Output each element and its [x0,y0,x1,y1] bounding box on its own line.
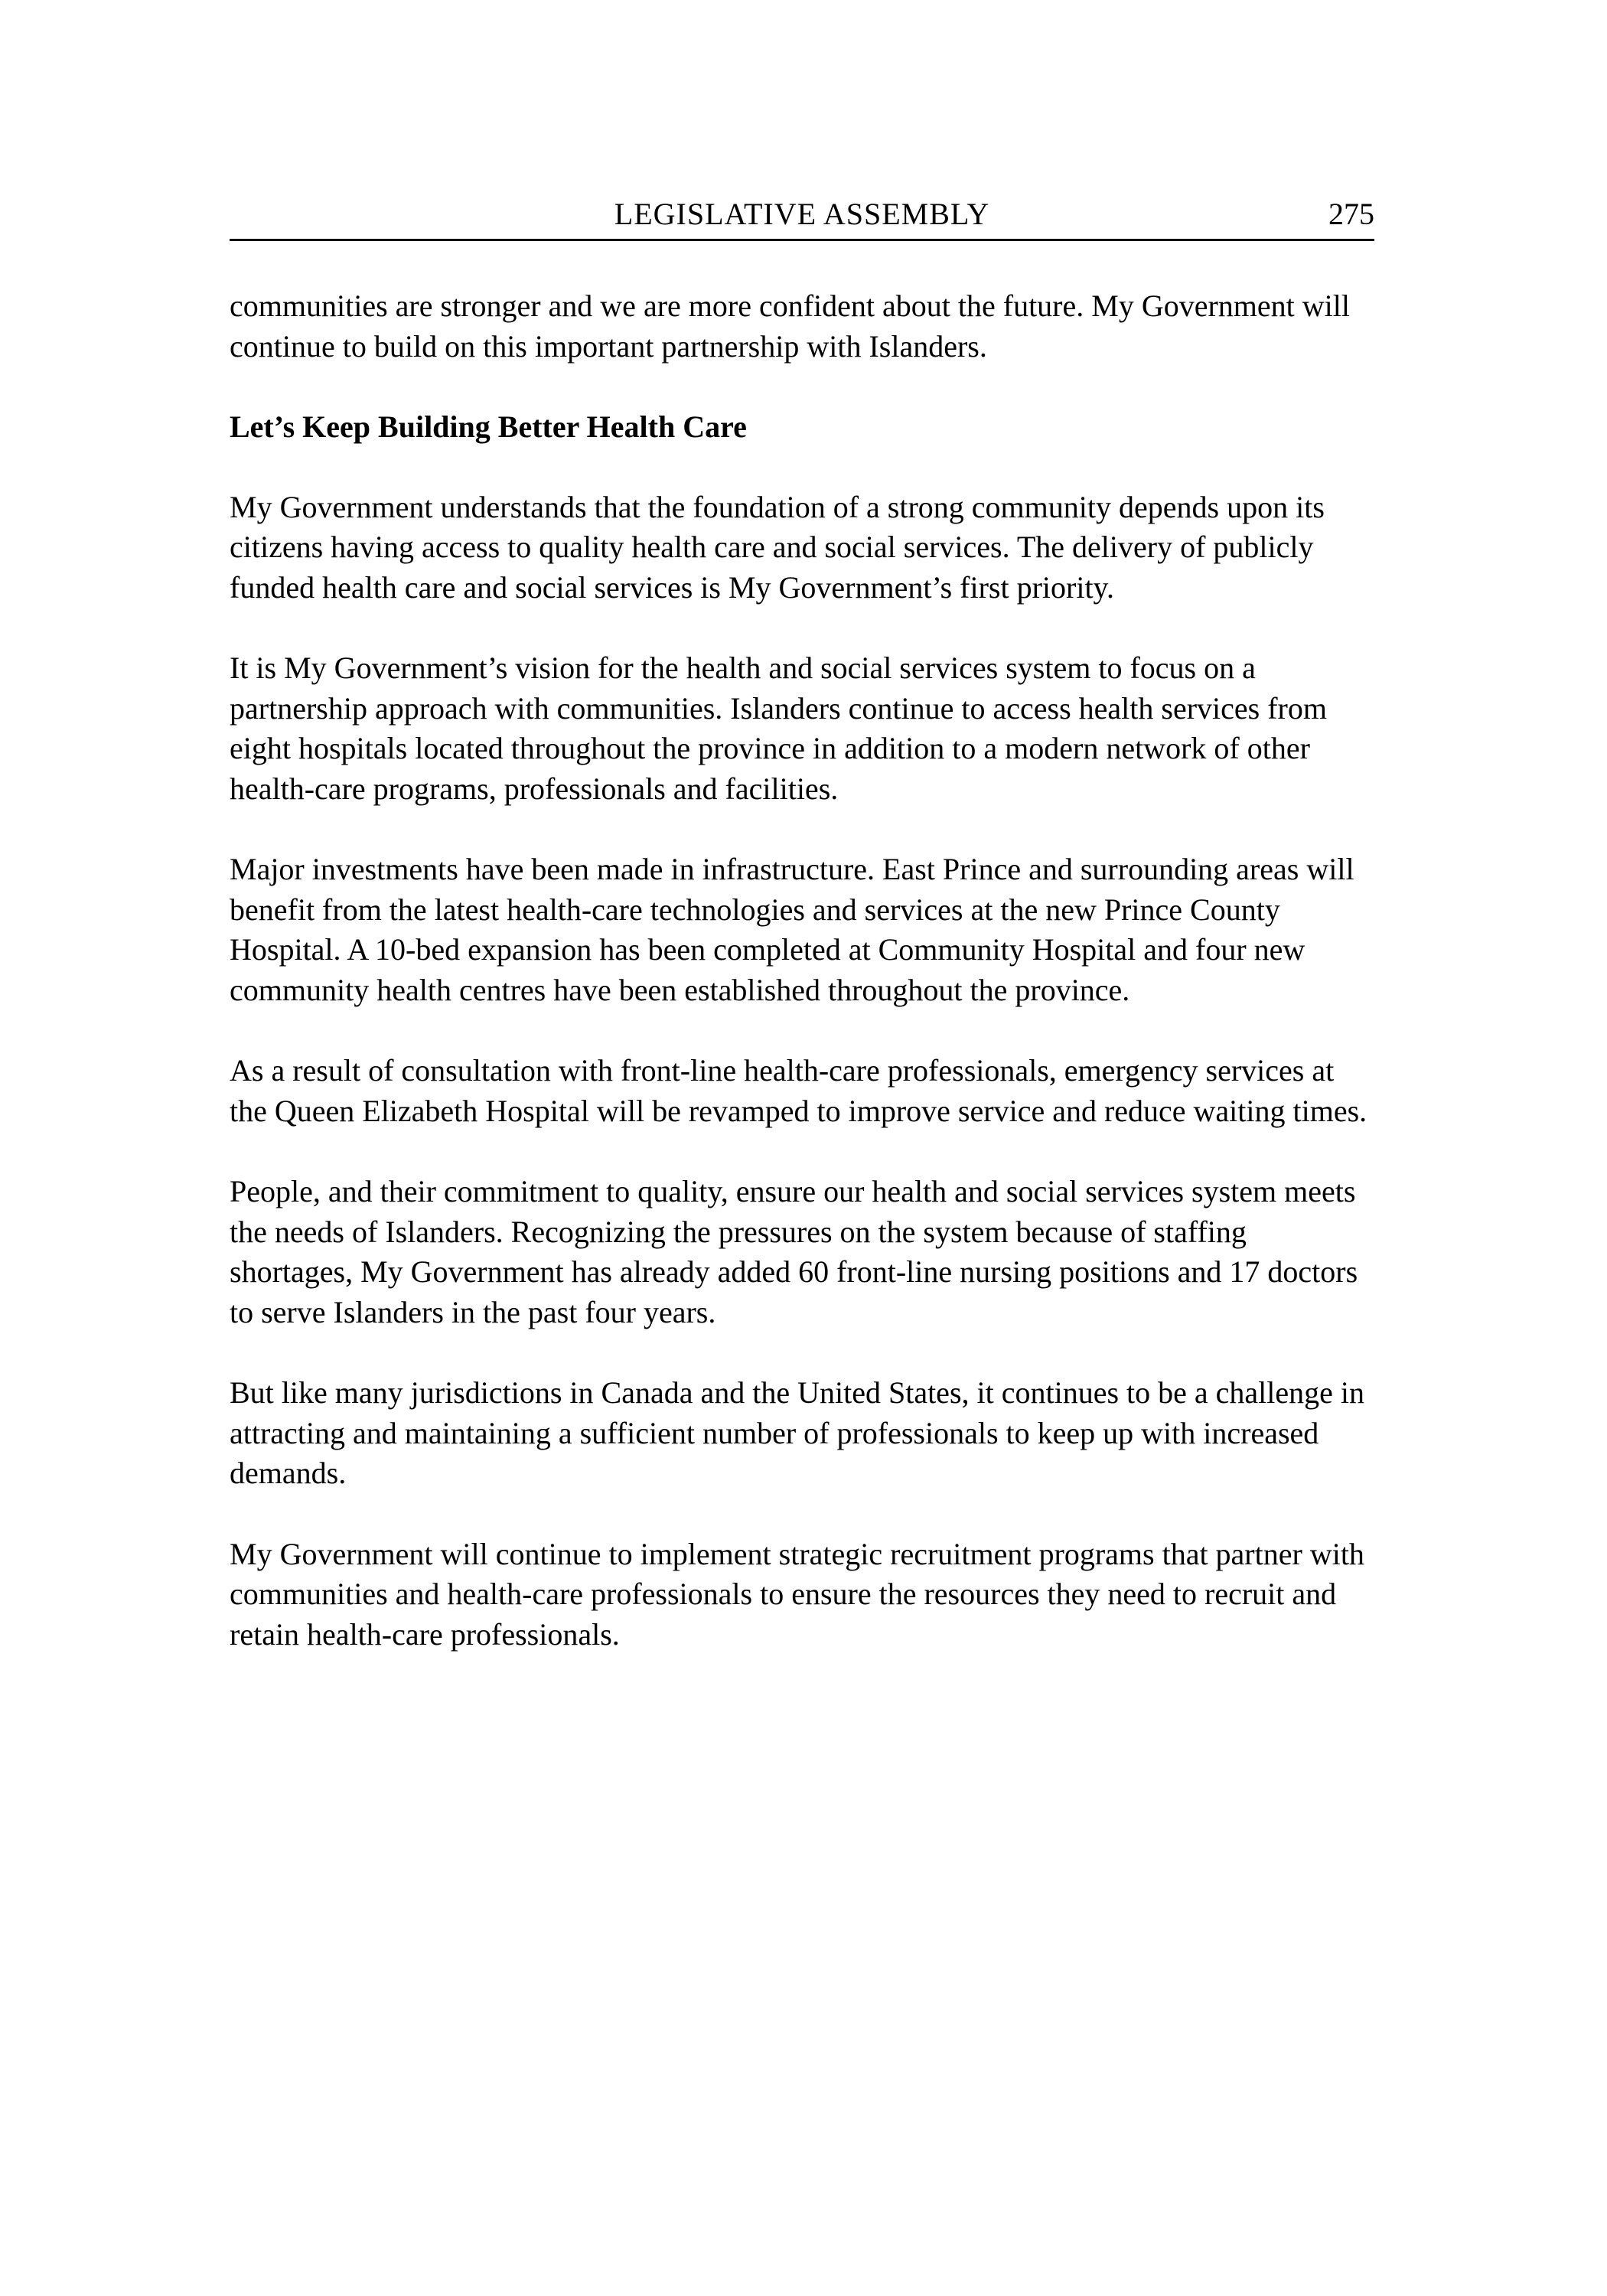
running-header [230,196,1374,241]
paragraph: It is My Government’s vision for the health and social services system to focus on a partnership approach with communities. Islanders continue to access health services from eight hospitals located throughout the province in addition to a modern network of other health-care programs, professionals and facilities. [230,651,1327,806]
section-heading: Let’s Keep Building Better Health Care [230,409,747,444]
paragraph: My Government understands that the foundation of a strong community depends upon its citizens having access to quality health care and social services. The delivery of publicly funded health care and social services is My Government’s first priority. [230,489,1325,605]
page-number: 275 [1328,197,1374,231]
paragraph: People, and their commitment to quality, ensure our health and social services system meets the needs of Islanders. Recognizing the pressures on the system because of staffing shortages, My Government has already added 60 front-line nursing positions and 17 doctors to serve Islanders in the past four years. [230,1174,1358,1329]
document-page [230,0,1374,2296]
paragraph: Major investments have been made in infrastructure. East Prince and surrounding areas will benefit from the latest health-care technologies and services at the new Prince County Hospital. A 10-bed expansion has been completed at Community Hospital and four new community health centres have been established throughout the province. [230,852,1354,1007]
header-title: LEGISLATIVE ASSEMBLY [614,197,990,231]
paragraph: My Government will continue to implement strategic recruitment programs that partner with communities and health-care professionals to ensure the resources they need to recruit and retain health-care professionals. [230,1536,1364,1652]
paragraph: But like many jurisdictions in Canada and the United States, it continues to be a challenge in attracting and maintaining a sufficient number of professionals to keep up with increased demands. [230,1375,1365,1490]
intro-paragraph: communities are stronger and we are more confident about the future. My Government will continue to build on this important partnership with Islanders. [230,289,1350,364]
paragraph: As a result of consultation with front-line health-care professionals, emergency services at the Queen Elizabeth Hospital will be revamped to improve service and reduce waiting times. [230,1053,1367,1128]
body-text [230,286,1374,1695]
